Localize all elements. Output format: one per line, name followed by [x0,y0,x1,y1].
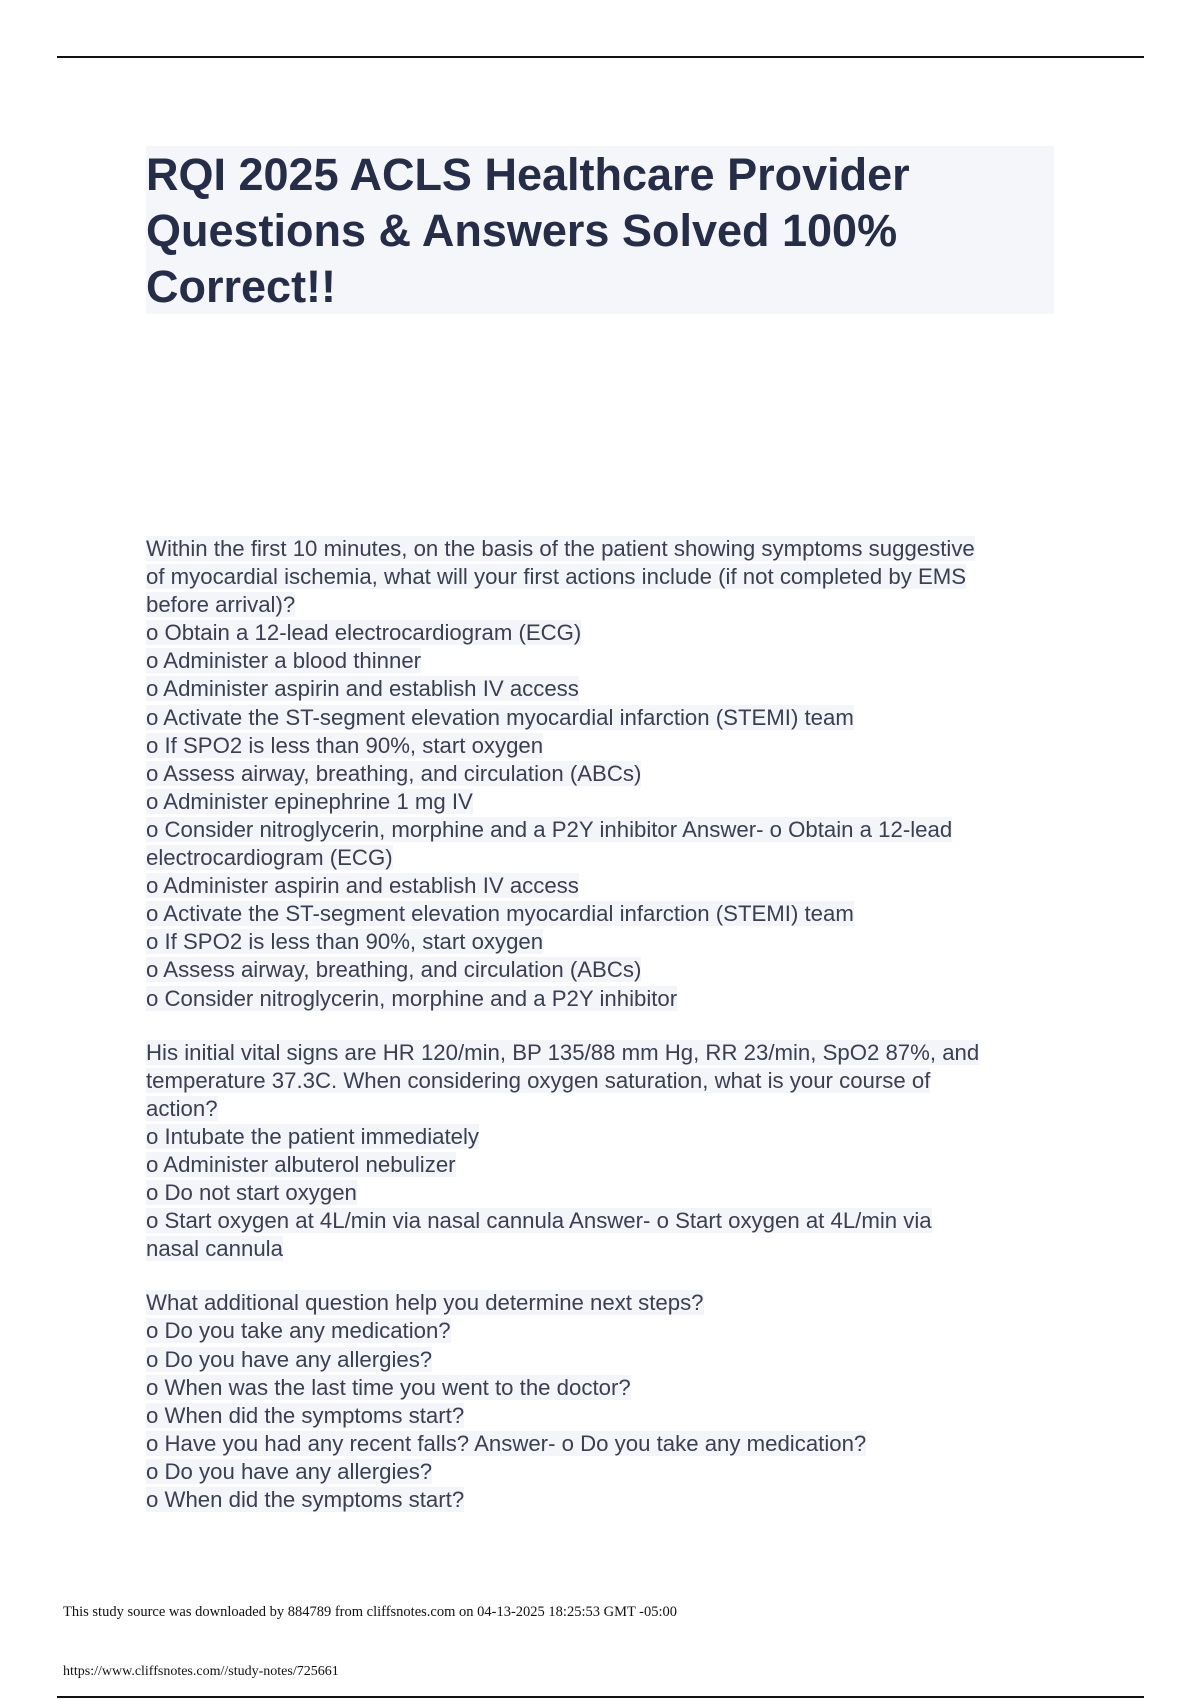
answer-line: o When did the symptoms start? [146,1487,465,1512]
question-block-1 [146,535,1066,1013]
text-line: temperature 37.3C. When considering oxygen saturation, what is your course of [146,1067,931,1093]
top-rule [57,56,1144,58]
answer-line: o Administer aspirin and establish IV access [146,873,579,899]
source-url[interactable]: https://www.cliffsnotes.com//study-notes/725661 [63,1664,339,1679]
title-box [146,146,1054,314]
document-content [146,535,1066,1514]
option-line: o Assess airway, breathing, and circulation (ABCs) [146,760,642,786]
text-line: Within the first 10 minutes, on the basis of the patient showing symptoms suggestive [146,536,975,561]
option-line: o Do not start oxygen [146,1180,357,1206]
question-block-3 [146,1289,1066,1514]
answer-line: o If SPO2 is less than 90%, start oxygen [146,929,544,955]
option-line: o Do you have any allergies? [146,1346,433,1372]
bottom-rule [57,1696,1144,1698]
option-line: o When did the symptoms start? [146,1402,465,1428]
answer-line: electrocardiogram (ECG) [146,845,393,871]
option-line: o Start oxygen at 4L/min via nasal cannula Answer- o Start oxygen at 4L/min via [146,1208,932,1234]
option-line: o Have you had any recent falls? Answer- o Do you take any medication? [146,1430,867,1456]
text-line: action? [146,1095,218,1121]
option-line: o Administer a blood thinner [146,648,422,674]
answer-line: nasal cannula [146,1236,283,1262]
answer-line: o Do you have any allergies? [146,1458,433,1484]
question-block-2 [146,1039,1066,1264]
option-line: o Intubate the patient immediately [146,1123,480,1149]
text-line: before arrival)? [146,592,296,618]
option-line: o Obtain a 12-lead electrocardiogram (ECG) [146,620,582,646]
answer-line: o Activate the ST-segment elevation myocardial infarction (STEMI) team [146,901,854,927]
answer-line: o Consider nitroglycerin, morphine and a P2Y inhibitor [146,985,678,1011]
option-line: o Do you take any medication? [146,1318,451,1344]
document-title [146,146,1054,315]
title-line: Correct!! [146,261,337,312]
option-line: o Administer albuterol nebulizer [146,1151,456,1177]
option-line: o Administer epinephrine 1 mg IV [146,788,473,814]
answer-line: o Assess airway, breathing, and circulation (ABCs) [146,957,642,983]
text-line: His initial vital signs are HR 120/min, BP 135/88 mm Hg, RR 23/min, SpO2 87%, and [146,1039,980,1065]
option-line: o When was the last time you went to the doctor? [146,1374,631,1400]
download-source-note: This study source was downloaded by 884789 from cliffsnotes.com on 04-13-2025 18:25:53 GMT -05:00 [63,1604,678,1620]
text-line: of myocardial ischemia, what will your first actions include (if not completed by EMS [146,564,967,590]
option-line: o If SPO2 is less than 90%, start oxygen [146,732,544,758]
title-line: Questions & Answers Solved 100% [146,205,898,256]
option-line: o Consider nitroglycerin, morphine and a P2Y inhibitor Answer- o Obtain a 12-lead [146,816,953,842]
text-line: What additional question help you determine next steps? [146,1290,704,1316]
option-line: o Administer aspirin and establish IV access [146,676,579,702]
option-line: o Activate the ST-segment elevation myocardial infarction (STEMI) team [146,704,854,730]
title-line: RQI 2025 ACLS Healthcare Provider [146,149,910,200]
